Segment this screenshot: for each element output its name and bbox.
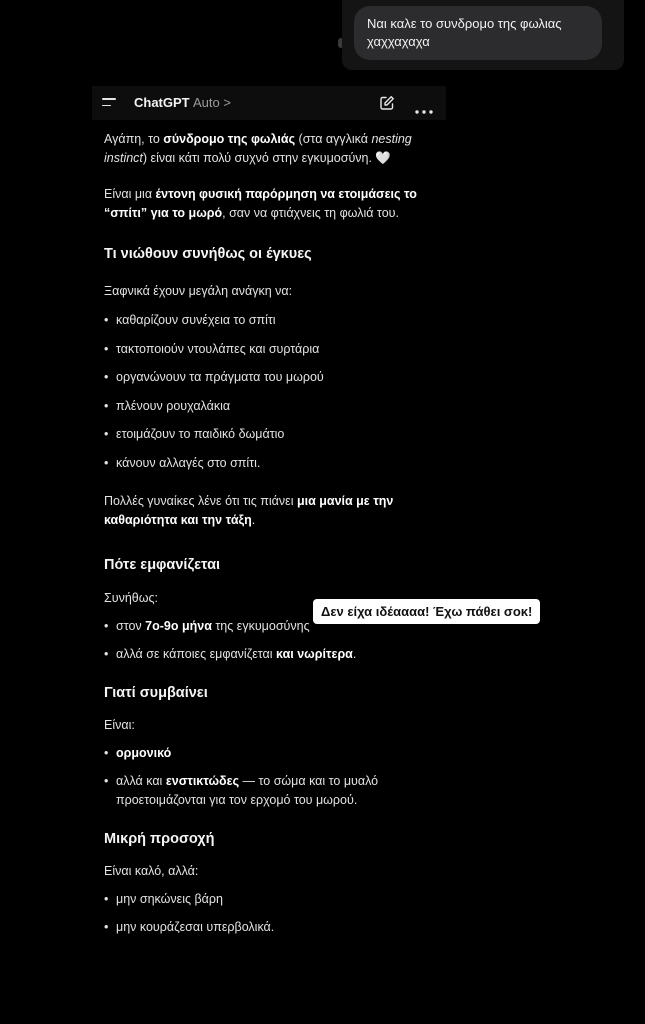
response-paragraph-good-but: Είναι καλό, αλλά:: [104, 863, 199, 878]
menu-icon[interactable]: [102, 98, 116, 107]
list-item: • οργανώνουν τα πράγματα του μωρού: [104, 368, 434, 387]
chat-header: [92, 86, 446, 120]
response-paragraph-definition: Είναι μια έντονη φυσική παρόρμηση να ετοιμάσεις το “σπίτι” για το μωρό, σαν να φτιάχνεις τη φωλιά του.: [104, 187, 417, 220]
section-heading-why: Γιατί συμβαίνει: [104, 684, 208, 701]
user-message-line-2: χαχχαχαχα: [367, 34, 430, 49]
response-paragraph-usually: Συνήθως:: [104, 590, 158, 605]
user-message-line-1: Ναι καλε το συνδρομο της φωλιας: [367, 16, 562, 31]
section-heading-when: Πότε εμφανίζεται: [104, 556, 221, 573]
list-item: • ετοιμάζουν το παιδικό δωμάτιο: [104, 425, 434, 444]
model-selector[interactable]: Auto >: [193, 95, 231, 110]
list-item: • ορμονικό: [104, 744, 434, 763]
response-paragraph-it-is: Είναι:: [104, 717, 135, 732]
overlay-caption-sticker: Δεν είχα ιδέαααα! Έχω πάθει σοκ!: [313, 599, 540, 624]
why-list: [104, 744, 434, 810]
response-paragraph-mania: Πολλές γυναίκες λένε ότι τις πιάνει μια μανία με την καθαριότητα και την τάξη.: [104, 493, 394, 527]
response-paragraph-needs: Ξαφνικά έχουν μεγάλη ανάγκη να:: [104, 284, 293, 298]
list-item: • αλλά και ενστικτώδες — το σώμα και το μυαλό προετοιμάζονται για τον ερχομό του μωρού.: [104, 772, 434, 810]
list-item: • μην σηκώνεις βάρη: [104, 890, 434, 909]
section-heading-caution: Μικρή προσοχή: [104, 830, 215, 847]
list-item: • μην κουράζεσαι υπερβολικά.: [104, 918, 434, 937]
response-paragraph-intro: Αγάπη, το σύνδρομο της φωλιάς (στα αγγλικά nesting instinct) είναι κάτι πολύ συχνό στην εγκυμοσύνη. 🤍: [104, 132, 412, 165]
more-icon[interactable]: [415, 101, 433, 105]
assistant-response: [104, 130, 434, 937]
user-message-bubble[interactable]: [354, 6, 602, 60]
symptoms-list: [104, 311, 434, 473]
list-item: • στον 7ο-9ο μήνα της εγκυμοσύνης: [104, 617, 434, 636]
new-chat-icon[interactable]: [379, 95, 395, 111]
list-item: • πλένουν ρουχαλάκια: [104, 397, 434, 416]
section-heading-symptoms: Τι νιώθουν συνήθως οι έγκυες: [104, 246, 312, 262]
list-item: • αλλά σε κάποιες εμφανίζεται και νωρίτερα.: [104, 645, 434, 664]
list-item: • κάνουν αλλαγές στο σπίτι.: [104, 454, 434, 473]
user-message-area: [342, 0, 624, 70]
list-item: • τακτοποιούν ντουλάπες και συρτάρια: [104, 340, 434, 359]
list-item: • καθαρίζουν συνέχεια το σπίτι: [104, 311, 434, 330]
caution-list: [104, 890, 434, 938]
app-title: ChatGPT: [134, 95, 190, 110]
